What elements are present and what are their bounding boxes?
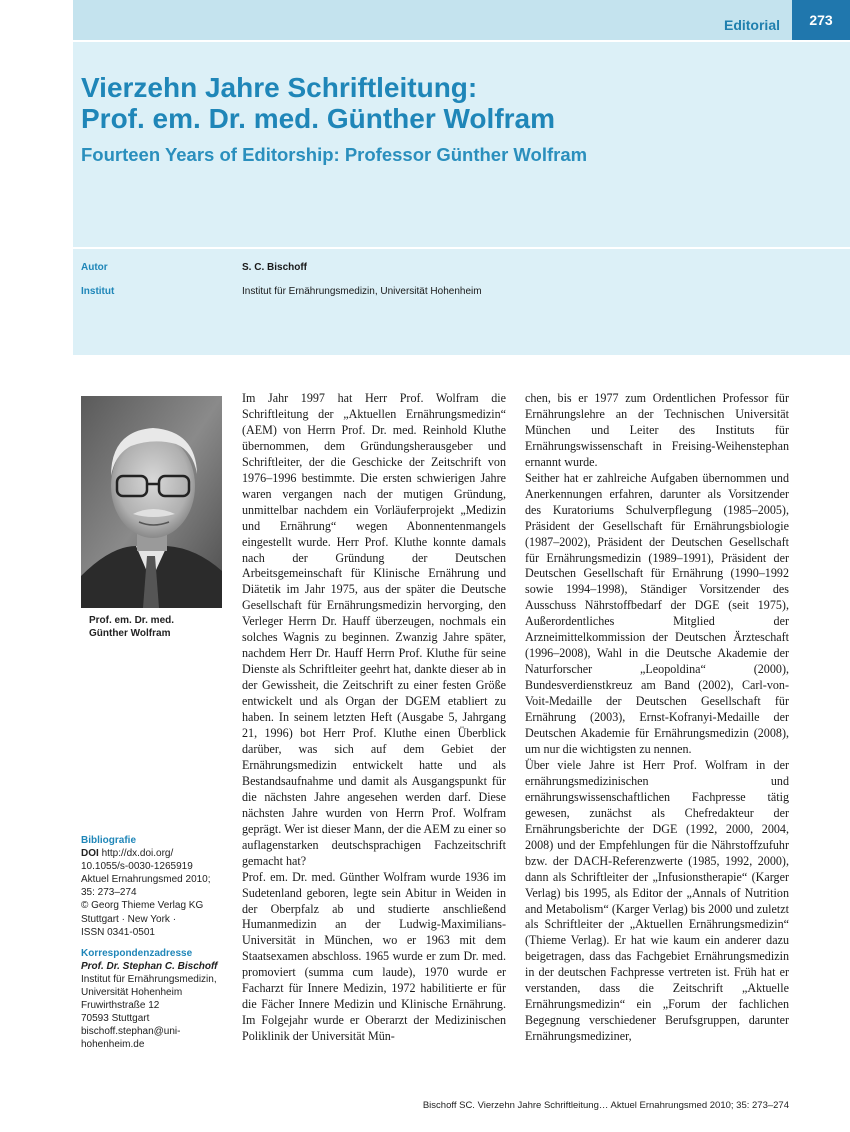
body-paragraph: Prof. em. Dr. med. Günther Wolfram wurde 1936 im Sudetenland geboren, legte sein Abitur in Weiden in der Oberpfalz ab und studierte anschließend Humanmedizin an der Ludwig-Maximilians-Universität in München, wo er 1963 mit dem Staatsexamen abschloss. 1965 wurde er zum Dr. med. promoviert (summa cum laude), 1970 wurde er Facharzt für Innere Medizin, 1972 habilitierte er für die Fächer Innere Medizin und Klinische Ernährung. Im Folgejahr wurde er Oberarzt der Medizinischen Poliklinik der Universität Mün- <box>242 869 506 1044</box>
doi-id: 10.1055/s-0030-1265919 <box>81 861 193 873</box>
header-band <box>73 0 850 40</box>
correspondence-line1: Institut für Ernährungsmedizin, <box>81 973 217 985</box>
doi-url[interactable]: http://dx.doi.org/ <box>101 848 174 860</box>
portrait-photo <box>81 396 222 608</box>
institute-label: Institut <box>81 286 115 297</box>
body-paragraph: chen, bis er 1977 zum Ordentlichen Professor für Ernährungslehre an der Technischen Universität München und Leiter des Instituts für Ernährungswissenschaft in Freising-Weihenstephan ernannt wurde. <box>525 391 789 469</box>
section-label: Editorial <box>723 17 780 33</box>
correspondence-email-part2[interactable]: hohenheim.de <box>81 1039 145 1051</box>
correspondence-email-part1[interactable]: bischoff.stephan@uni- <box>81 1026 181 1038</box>
body-column-1 <box>242 391 506 1045</box>
issn-line: ISSN 0341-0501 <box>81 926 155 938</box>
copyright-line: © Georg Thieme Verlag KG <box>81 900 204 912</box>
author-value: S. C. Bischoff <box>242 262 308 273</box>
body-paragraph: Seither hat er zahlreiche Aufgaben übernommen und Anerkennungen erfahren, darunter als Vorsitzender des Kuratoriums Schulverpflegung (1985–2005), Präsident der Gesellschaft für Ernährungsbiologie (1987–2002), Präsident der Deutschen Gesellschaft für Ernährungsmedizin (1989–1991), Präsident der Deutschen Gesellschaft für Ernährung (1990–1992 sowie 1994–1998), Ständiger Vorsitzender des Ausschuss Nährstoffbedarf der DGE (seit 1975), Außerordentliches Mitglied der Arzneimittelkommission der Deutschen Ärzteschaft (1996–2008), Wahl in die Deutsche Akademie der Naturforscher „Leopoldina“ (2000), Bundesverdienstkreuz am Band (2002), Carl-von-Voit-Medaille der Deutschen Gesellschaft für Ernährung (2003), Ernst-Kofranyi-Medaille der Deutschen Akademie für Ernährungsmedizin (2008), um nur die wichtigsten zu nennen. <box>525 470 789 756</box>
title-german-line1: Vierzehn Jahre Schriftleitung: <box>81 72 478 103</box>
volume-line: 35: 273–274 <box>81 887 137 899</box>
correspondence-heading: Korrespondenzadresse <box>81 947 193 959</box>
author-label: Autor <box>81 262 108 273</box>
footer-citation: Bischoff SC. Vierzehn Jahre Schriftleitung… Aktuel Ernahrungsmed 2010; 35: 273–274 <box>422 1100 789 1111</box>
journal-line: Aktuel Ernahrungsmed 2010; <box>81 874 211 886</box>
title-german-line2: Prof. em. Dr. med. Günther Wolfram <box>81 103 556 134</box>
body-column-2 <box>525 391 789 1045</box>
doi-line <box>81 847 241 860</box>
correspondence-name: Prof. Dr. Stephan C. Bischoff <box>81 960 218 972</box>
correspondence-line4: 70593 Stuttgart <box>81 1013 150 1025</box>
title-german <box>81 72 555 134</box>
bibliografie-heading: Bibliografie <box>81 835 137 846</box>
body-paragraph: Über viele Jahre ist Herr Prof. Wolfram in der ernährungsmedizinischen und ernährungswissenschaftlichen Fachpresse tätig gewesen, zunächst als Chefredakteur der Ernährungsberichte der DGE (1992, 2000, 2004, 2008) und der Empfehlungen für die Nährstoffzufuhr bzw. der DACH-Referenzwerte (1985, 1992, 2000), dann als Schriftleiter der „Infusionstherapie“ (Karger Verlag) bis 1995, als Editor der „Annals of Nutrition and Metabolism“ (Karger Verlag) bis 2000 und zuletzt als Schriftleiter der „Aktuellen Ernährungsmedizin“ (Thieme Verlag). Er hat wie kaum ein anderer dazu beigetragen, dass das Fachgebiet Ernährungsmedizin in der deutschen Fachpresse vertreten ist. Früh hat er verstanden, dass die Zeitschrift „Aktuelle Ernährungsmedizin“ ein „Forum der fachlichen Begegnung verschiedener Berufsgruppen, darunter Ernährungsmediziner, <box>525 757 789 1044</box>
institute-value: Institut für Ernährungsmedizin, Universität Hohenheim <box>242 286 482 297</box>
correspondence-line3: Fruwirthstraße 12 <box>81 1000 160 1012</box>
correspondence-line2: Universität Hohenheim <box>81 987 183 999</box>
title-panel <box>73 42 850 247</box>
page-number: 273 <box>792 0 850 40</box>
photo-caption-line1: Prof. em. Dr. med. <box>89 615 175 626</box>
body-paragraph: Im Jahr 1997 hat Herr Prof. Wolfram die Schriftleitung der „Aktuellen Ernährungsmedizin“ (AEM) von Herrn Prof. Dr. med. Reinhold Kluthe übernommen, dem Gründungsherausgeber und Schriftleiter, der die Geschicke der Zeitschrift von 1976–1996 bestimmte. Die ersten schwierigen Jahre waren vergangen nach der mutigen Gründung, unmittelbar nachdem ein Vorläuferprojekt „Medizin und Ernährung“ wegen Abonnentenmangels eingestellt wurde. Herr Prof. Kluthe konnte damals nach der Gründung der Deutschen Arbeitsgemeinschaft für Klinische Ernährung und Diätetik im Jahr 1975, aus der später die Deutsche Gesellschaft für Ernährungsmedizin hervorging, den Verleger Herrn Dr. Hauff überzeugen, nochmals ein solches Wagnis zu beginnen. Zwanzig Jahre später, nachdem Herr Dr. Hauff Herrn Prof. Kluthe für seine Dienste als Schriftleiter geehrt hat, dankte dieser ab in der Gewissheit, die Zeitschrift zu einer festen Größe entwickelt und als Organ der DGEM etabliert zu haben. In seinem letzten Heft (Ausgabe 5, Jahrgang 21, 1996) bot Herr Prof. Kluthe einen Überblick darüber, was sich auf dem Gebiet der Ernährungsmedizin entwickelt hatte und als Bestandsaufnahme und damit als Ausgangspunkt für die nächsten Jahre angesehen werden darf. Diese nächsten Jahre wurden von Herrn Prof. Wolfram geprägt. Wer ist dieser Mann, der die AEM zu einer so auflagenstarken deutschsprachigen Fachzeitschrift gemacht hat? <box>242 391 506 868</box>
doi-label: DOI <box>81 848 99 860</box>
meta-panel <box>73 249 850 355</box>
photo-caption-line2: Günther Wolfram <box>89 628 171 639</box>
sidebar-info <box>81 834 241 1052</box>
title-english: Fourteen Years of Editorship: Professor Günther Wolfram <box>81 144 588 165</box>
photo-caption <box>89 614 219 640</box>
publisher-location: Stuttgart · New York · <box>81 913 177 925</box>
